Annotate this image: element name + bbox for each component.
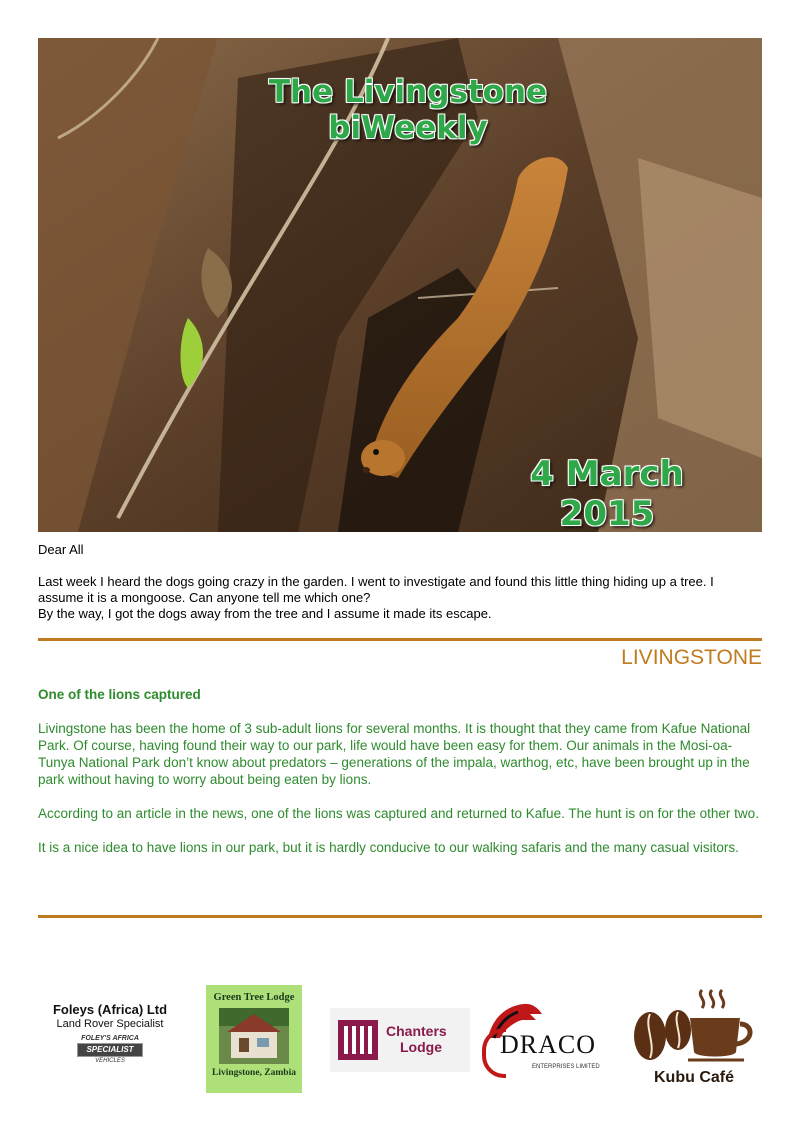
intro-paragraph-2: By the way, I got the dogs away from the tree and I assume it made its escape. (38, 606, 492, 621)
intro-letter (38, 542, 762, 622)
chanters-mark-icon (338, 1020, 378, 1060)
masthead-title: The Livingstone biWeekly (268, 74, 548, 146)
section-title: LIVINGSTONE (621, 646, 762, 669)
coffee-cup-icon (630, 986, 758, 1062)
foleys-badge-main: SPECIALIST (77, 1043, 143, 1057)
sponsor-greentree-logo (206, 985, 302, 1093)
sponsor-chanters-logo (330, 1008, 470, 1072)
intro-paragraph-1: Last week I heard the dogs going crazy in the garden. I went to investigate and found this little thing hiding up a tree. I assume it is a mongoose. Can anyone tell me which one? (38, 574, 714, 605)
foleys-tagline: Land Rover Specialist (56, 1018, 164, 1030)
hero-photo-mongoose (38, 38, 762, 532)
lodge-photo-icon (219, 1008, 289, 1064)
article-paragraph: Livingstone has been the home of 3 sub-adult lions for several months. It is thought that they came from Kafue National Park. Of course, having found their way to our park, life would have been easy for them. Our animals in the Mosi-oa-Tunya National Park don’t know about predators – generations of the impala, warthog, etc, have been brought up in the park without having to worry about being eaten by lions. (38, 721, 751, 787)
foleys-badge-bottom: VEHICLES (95, 1058, 125, 1064)
sponsor-foleys-logo (40, 1002, 180, 1082)
salutation: Dear All (38, 542, 84, 557)
sponsor-draco-logo (480, 1000, 612, 1080)
draco-name: DRACO (500, 1030, 597, 1059)
section-divider-bottom (38, 915, 762, 918)
greentree-name: Green Tree Lodge (213, 992, 295, 1003)
chanters-line1: Chanters (386, 1023, 447, 1039)
chanters-line2: Lodge (400, 1039, 442, 1055)
kubu-name: Kubu Café (654, 1069, 734, 1086)
draco-sub: ENTERPRISES LIMITED (532, 1064, 600, 1070)
issue-date: 4 March 2015 (530, 454, 684, 532)
article-lions (38, 686, 762, 873)
section-divider-top (38, 638, 762, 641)
sponsor-kubu-logo (630, 986, 758, 1088)
article-paragraph: It is a nice idea to have lions in our park, but it is hardly conducive to our walking safaris and the many casual visitors. (38, 840, 739, 855)
foleys-name: Foleys (Africa) Ltd (52, 1002, 168, 1017)
foleys-badge-top: FOLEY'S AFRICA (81, 1035, 139, 1042)
article-headline: One of the lions captured (38, 687, 201, 702)
greentree-location: Livingstone, Zambia (212, 1068, 296, 1078)
article-paragraph: According to an article in the news, one of the lions was captured and returned to Kafue. The hunt is on for the other two. (38, 806, 759, 821)
